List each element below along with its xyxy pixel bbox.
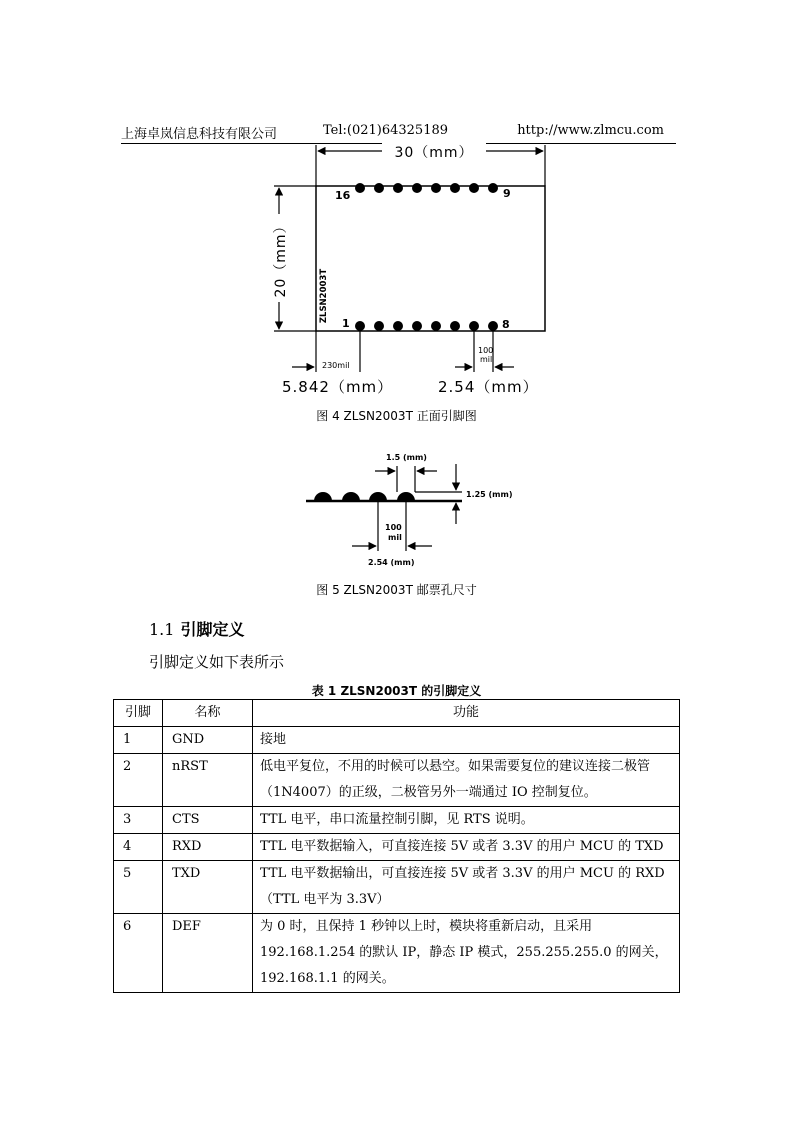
section-title: 引脚定义	[180, 620, 245, 639]
pin8-label: 8	[502, 318, 510, 331]
top-pads	[355, 183, 498, 193]
section-number: 1.1	[149, 620, 175, 639]
dim-100mil-label-b: mil	[388, 533, 402, 542]
cell-function: TTL 电平，串口流量控制引脚，见 RTS 说明。	[253, 807, 680, 834]
cell-name: nRST	[163, 754, 253, 807]
cell-function: TTL 电平数据输出，可直接连接 5V 或者 3.3V 的用户 MCU 的 RXD（TTL 电平为 3.3V）	[253, 861, 680, 914]
cell-name: DEF	[163, 914, 253, 993]
width-label: 30（mm）	[394, 145, 474, 161]
dim-254mm-label: 2.54 (mm)	[368, 558, 415, 567]
company-url: http://www.zlmcu.com	[517, 123, 664, 138]
dim-125mm-label: 1.25 (mm)	[466, 490, 513, 499]
dim-100mil-label-a: 100	[385, 523, 402, 532]
section-heading	[149, 617, 244, 640]
figure5-stamp-hole	[0, 440, 793, 580]
pitch-mm-label: 2.54（mm）	[438, 378, 539, 396]
pin16-label: 16	[335, 189, 351, 202]
cell-name: TXD	[163, 861, 253, 914]
cell-pin: 2	[114, 754, 163, 807]
cell-pin: 4	[114, 834, 163, 861]
figure5-caption: 图 5 ZLSN2003T 邮票孔尺寸	[316, 583, 477, 597]
cell-pin: 5	[114, 861, 163, 914]
pin9-label: 9	[503, 187, 511, 200]
height-label: 20（mm）	[273, 218, 289, 298]
company-tel: Tel:(021)64325189	[323, 123, 449, 138]
pin-definition-table	[113, 699, 680, 993]
cell-function: 低电平复位，不用的时候可以悬空。如果需要复位的建议连接二极管（1N4007）的正级，二极管另外一端通过 IO 控制复位。	[253, 754, 680, 807]
cell-function: TTL 电平数据输入，可直接连接 5V 或者 3.3V 的用户 MCU 的 TXD	[253, 834, 680, 861]
table-row	[114, 861, 680, 914]
table-caption: 表 1 ZLSN2003T 的引脚定义	[311, 684, 482, 698]
module-outline	[316, 186, 545, 331]
module-label: ZLSN2003T	[319, 268, 329, 324]
bottom-pads	[355, 321, 498, 331]
dim-230mil-label: 230mil	[322, 361, 350, 370]
company-name: 上海卓岚信息科技有限公司	[121, 127, 278, 142]
table-row	[114, 834, 680, 861]
offset-mm-label: 5.842（mm）	[282, 378, 394, 396]
table-row	[114, 727, 680, 754]
table-header-row	[114, 700, 680, 727]
cell-function: 接地	[253, 727, 680, 754]
cell-function: 为 0 时，且保持 1 秒钟以上时，模块将重新启动，且采用 192.168.1.254 的默认 IP，静态 IP 模式，255.255.255.0 的网关，192.168.1.1 的网关。	[253, 914, 680, 993]
cell-name: RXD	[163, 834, 253, 861]
table-row	[114, 914, 680, 993]
header-pin: 引脚	[114, 700, 163, 727]
pin1-label: 1	[342, 317, 350, 330]
header-name: 名称	[163, 700, 253, 727]
header-function: 功能	[253, 700, 680, 727]
cell-pin: 6	[114, 914, 163, 993]
cell-name: GND	[163, 727, 253, 754]
dim-15mm-label: 1.5 (mm)	[386, 453, 427, 462]
section-intro: 引脚定义如下表所示	[149, 653, 285, 671]
figure4-front-pinout	[0, 0, 793, 400]
table-row	[114, 807, 680, 834]
cell-name: CTS	[163, 807, 253, 834]
cell-pin: 1	[114, 727, 163, 754]
table-row	[114, 754, 680, 807]
dim-100mil-label-b: mil	[480, 355, 493, 364]
figure4-caption: 图 4 ZLSN2003T 正面引脚图	[316, 409, 477, 423]
dim-100mil-label-a: 100	[478, 346, 494, 355]
cell-pin: 3	[114, 807, 163, 834]
